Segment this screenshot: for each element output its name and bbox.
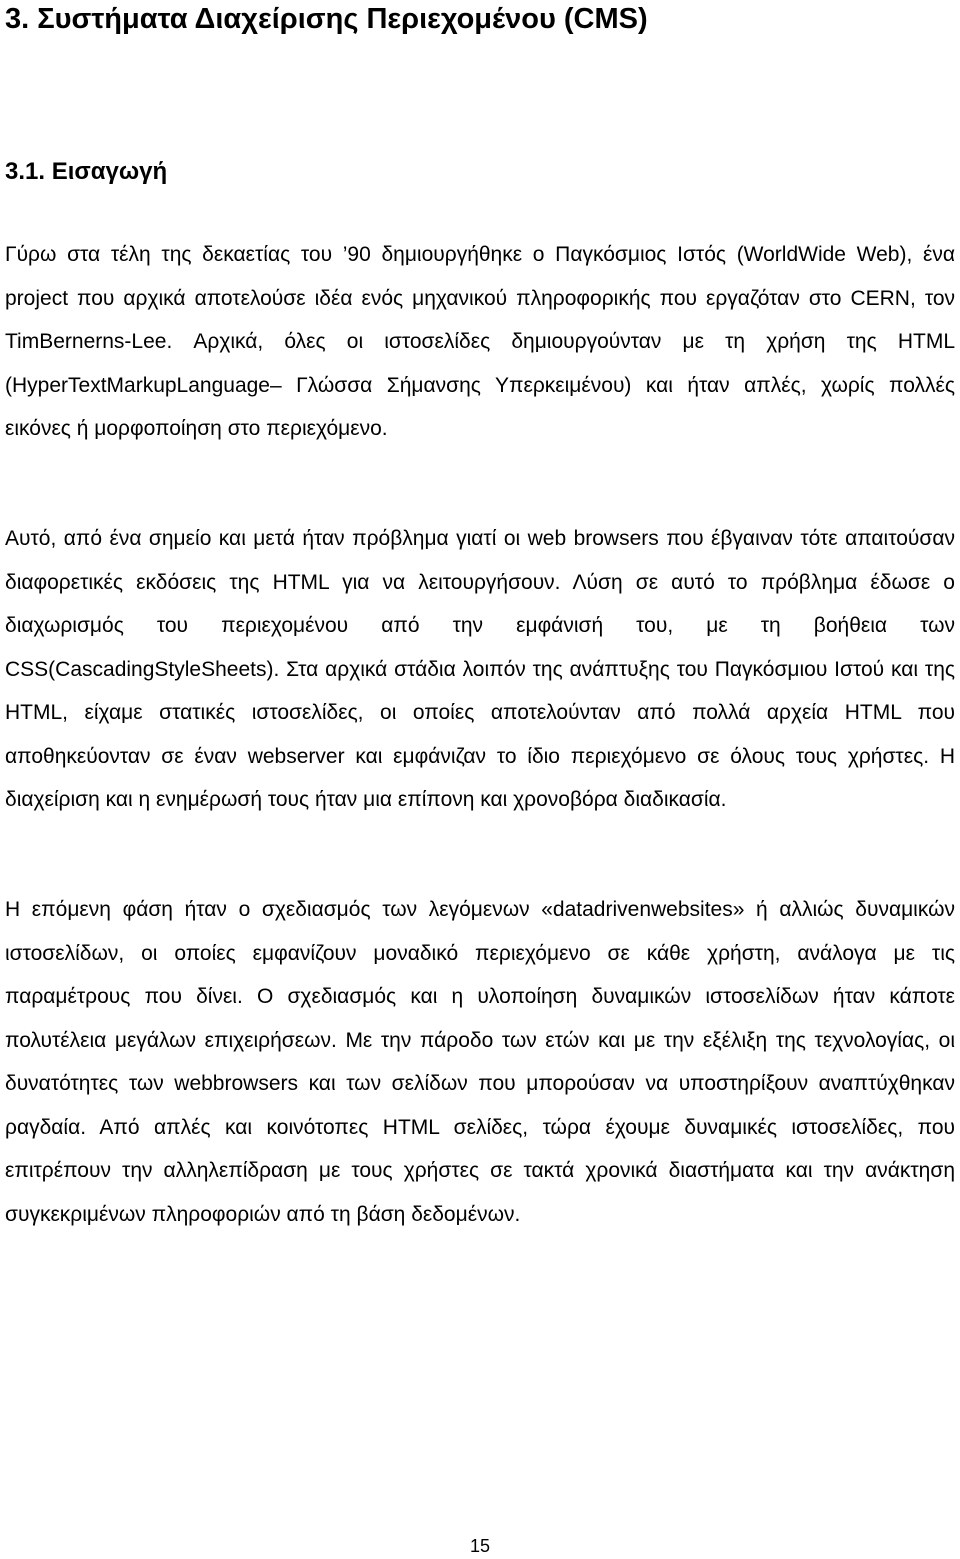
page-number: 15 [469, 1536, 491, 1556]
paragraph: Η επόμενη φάση ήταν ο σχεδιασμός των λεγόμενων «datadrivenwebsites» ή αλλιώς δυναμικών ιστοσελίδων, οι οποίες εμφανίζουν μοναδικό περιεχόμενο σε κάθε χρήστη, ανάλογα με τις παραμέτρους που δίνει. Ο σχεδιασμός και η υλοποίηση δυναμικών ιστοσελίδων ήταν κάποτε πολυτέλεια μεγάλων επιχειρήσεων. Με την πάροδο των ετών και με την εξέλιξη της τεχνολογίας, οι δυνατότητες των webbrowsers και των σελίδων που μπορούσαν να υποστηρίξουν αναπτύχθηκαν ραγδαία. Από απλές και κοινότοπες HTML σελίδες, τώρα έχουμε δυναμικές ιστοσελίδες, που επιτρέπουν την αλληλεπίδραση με τους χρήστες σε τακτά χρονικά διαστήματα και την ανάκτηση συγκεκριμένων πληροφοριών από τη βάση δεδομένων. [5, 898, 955, 1226]
section-title: 3.1. Εισαγωγή [5, 158, 168, 185]
paragraph: Γύρω στα τέλη της δεκαετίας του ’90 δημιουργήθηκε ο Παγκόσμιος Ιστός (WorldWide Web), ένα project που αρχικά αποτελούσε ιδέα ενός μηχανικού πληροφορικής που εργαζόταν στο CERN, τον TimBernerns-Lee. Αρχικά, όλες οι ιστοσελίδες δημιουργούνταν με τη χρήση της HTML (HyperTextMarkupLanguage– Γλώσσα Σήμανσης Υπερκειμένου) και ήταν απλές, χωρίς πολλές εικόνες ή μορφοποίηση στο περιεχόμενο. [5, 243, 955, 440]
paragraph: Αυτό, από ένα σημείο και μετά ήταν πρόβλημα γιατί οι web browsers που έβγαιναν τότε απαιτούσαν διαφορετικές εκδόσεις της HTML για να λειτουργήσουν. Λύση σε αυτό το πρόβλημα έδωσε ο διαχωρισμός του περιεχομένου από την εμφάνισή του, με τη βοήθεια των CSS(CascadingStyleSheets). Στα αρχικά στάδια λοιπόν της ανάπτυξης του Παγκόσμιου Ιστού και της HTML, είχαμε στατικές ιστοσελίδες, οι οποίες αποτελούνταν από πολλά αρχεία HTML που αποθηκεύονταν σε έναν webserver και εμφάνιζαν το ίδιο περιεχόμενο σε όλους τους χρήστες. Η διαχείριση και η ενημέρωσή τους ήταν μια επίπονη και χρονοβόρα διαδικασία. [5, 527, 955, 811]
chapter-title: 3. Συστήματα Διαχείρισης Περιεχομένου (CMS) [5, 3, 648, 35]
